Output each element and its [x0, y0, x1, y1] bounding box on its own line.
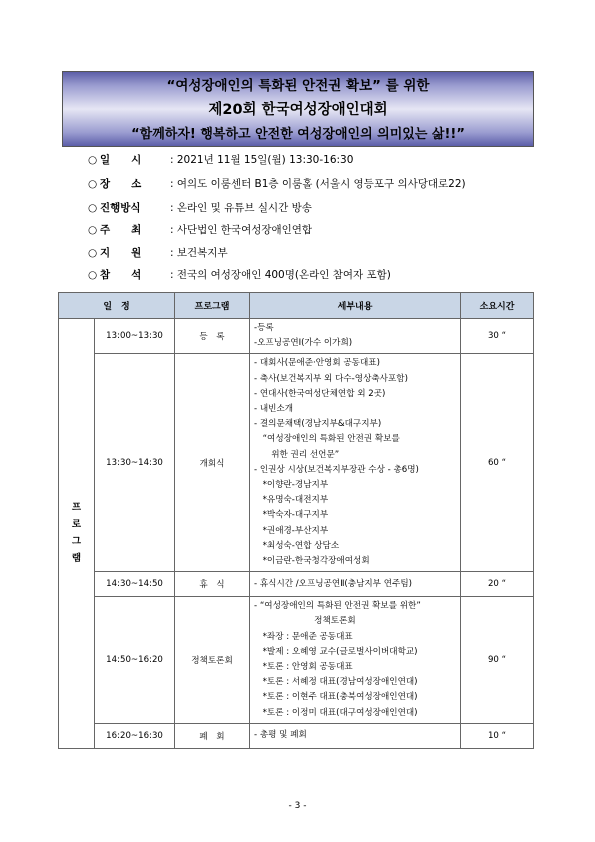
side-label-char: 프	[71, 502, 82, 514]
details-cell	[250, 723, 461, 748]
circle-bullet-icon: ○	[88, 269, 98, 281]
program-table	[58, 292, 534, 749]
detail-line: - 축사(보건복지부 외 다수-영상축사포함)	[254, 373, 408, 384]
detail-line: - 인권상 시상(보건복지부장관 수상 - 총6명)	[254, 464, 419, 475]
info-item	[88, 222, 312, 237]
info-item	[88, 152, 353, 167]
time-cell: 13:00~13:30	[95, 319, 175, 354]
side-label-char: 램	[71, 553, 82, 565]
duration-cell: 60 “	[461, 354, 534, 572]
duration-cell: 10 “	[461, 723, 534, 748]
page-number: - 3 -	[288, 801, 307, 811]
info-value: : 사단법인 한국여성장애인연합	[170, 224, 313, 236]
detail-line: - “여성장애인의 특화된 안전권 확보를 위한”	[254, 601, 421, 612]
duration-cell: 90 “	[461, 597, 534, 724]
detail-line: -오프닝공연Ⅰ(가수 이가희)	[254, 338, 353, 349]
banner-line-2: 제20회 한국여성장애인대회	[208, 102, 388, 118]
detail-line: *토론 : 서혜정 대표(경남여성장애인연대)	[254, 677, 418, 688]
detail-line: - 결의문채택(경남지부&대구지부)	[254, 419, 382, 430]
program-cell: 폐 회	[175, 723, 250, 748]
program-cell: 정책토론회	[175, 597, 250, 724]
detail-line: *이향란-경남지부	[254, 480, 329, 491]
table-header-row	[59, 293, 534, 319]
detail-line: *발제 : 오혜영 교수(글로벌사이버대학교)	[254, 646, 418, 657]
circle-bullet-icon: ○	[88, 154, 98, 166]
info-label: 일 시	[100, 154, 142, 166]
info-value: : 여의도 이룸센터 B1층 이룸홀 (서울시 영등포구 의사당대로22)	[170, 178, 466, 190]
circle-bullet-icon: ○	[88, 178, 98, 190]
detail-line: *박숙자-대구지부	[254, 510, 329, 521]
circle-bullet-icon: ○	[88, 202, 98, 214]
detail-line: *최성숙-연합 상담소	[254, 540, 340, 551]
detail-line: - 총평 및 폐회	[254, 730, 307, 741]
table-row	[59, 723, 534, 748]
detail-line: *이금란-한국청각장애여성회	[254, 556, 370, 567]
info-label: 장 소	[100, 178, 142, 190]
detail-line: *권애경-부산지부	[254, 525, 329, 536]
detail-line: - 연대사(한국여성단체연합 외 2곳)	[254, 388, 386, 399]
info-label: 참 석	[100, 269, 142, 281]
detail-line: 정책토론회	[254, 616, 356, 627]
info-label: 진행방식	[100, 202, 141, 214]
info-item	[88, 176, 466, 191]
details-cell	[250, 597, 461, 724]
duration-cell: 20 “	[461, 572, 534, 597]
info-item	[88, 200, 312, 215]
info-value: : 보건복지부	[170, 247, 228, 259]
details-cell	[250, 354, 461, 572]
side-label-char: 그	[71, 536, 82, 548]
detail-line: - 내빈소개	[254, 404, 294, 415]
detail-line: *토론 : 이현주 대표(충북여성장애인연대)	[254, 692, 418, 703]
header-duration: 소요시간	[461, 293, 534, 319]
side-label-char: 로	[71, 519, 82, 531]
title-banner	[62, 71, 534, 147]
info-value: : 온라인 및 유튜브 실시간 방송	[170, 202, 312, 214]
program-cell: 휴 식	[175, 572, 250, 597]
banner-line-1: “여성장애인의 특화된 안전권 확보” 를 위한	[166, 78, 430, 94]
details-cell	[250, 319, 461, 354]
program-cell: 개회식	[175, 354, 250, 572]
header-schedule: 일 정	[59, 293, 175, 319]
time-cell: 14:30~14:50	[95, 572, 175, 597]
time-cell: 14:50~16:20	[95, 597, 175, 724]
info-item	[88, 245, 228, 260]
info-label: 주 최	[100, 224, 142, 236]
detail-line: - 휴식시간 /오프닝공연Ⅱ(충남지부 연주팀)	[254, 578, 412, 589]
detail-line: *토론 : 이정미 대표(대구여성장애인연대)	[254, 707, 418, 718]
detail-line: “여성장애인의 특화된 안전권 확보를	[254, 434, 400, 445]
detail-line: *좌장 : 문애준 공동대표	[254, 631, 353, 642]
detail-line: *토론 : 안영회 공동대표	[254, 662, 353, 673]
info-value: : 2021년 11월 15일(월) 13:30-16:30	[170, 154, 354, 166]
program-cell: 등 록	[175, 319, 250, 354]
table-row	[59, 354, 534, 572]
table-row	[59, 597, 534, 724]
time-cell: 16:20~16:30	[95, 723, 175, 748]
table-row	[59, 572, 534, 597]
duration-cell: 30 “	[461, 319, 534, 354]
banner-line-3: “함께하자! 행복하고 안전한 여성장애인의 의미있는 삶!!”	[131, 127, 465, 142]
header-details: 세부내용	[250, 293, 461, 319]
details-cell	[250, 572, 461, 597]
time-cell: 13:30~14:30	[95, 354, 175, 572]
detail-line: 위한 권리 선언문”	[254, 449, 340, 460]
detail-line: - 대회사(문애준·안영회 공동대표)	[254, 358, 380, 369]
program-side-label	[59, 319, 95, 749]
info-value: : 전국의 여성장애인 400명(온라인 참여자 포함)	[170, 269, 391, 281]
detail-line: -등록	[254, 323, 274, 333]
detail-line: *유명숙-대전지부	[254, 495, 329, 506]
info-label: 지 원	[100, 247, 142, 259]
header-program: 프로그램	[175, 293, 250, 319]
circle-bullet-icon: ○	[88, 247, 98, 259]
circle-bullet-icon: ○	[88, 224, 98, 236]
table-row	[59, 319, 534, 354]
info-item	[88, 267, 391, 282]
